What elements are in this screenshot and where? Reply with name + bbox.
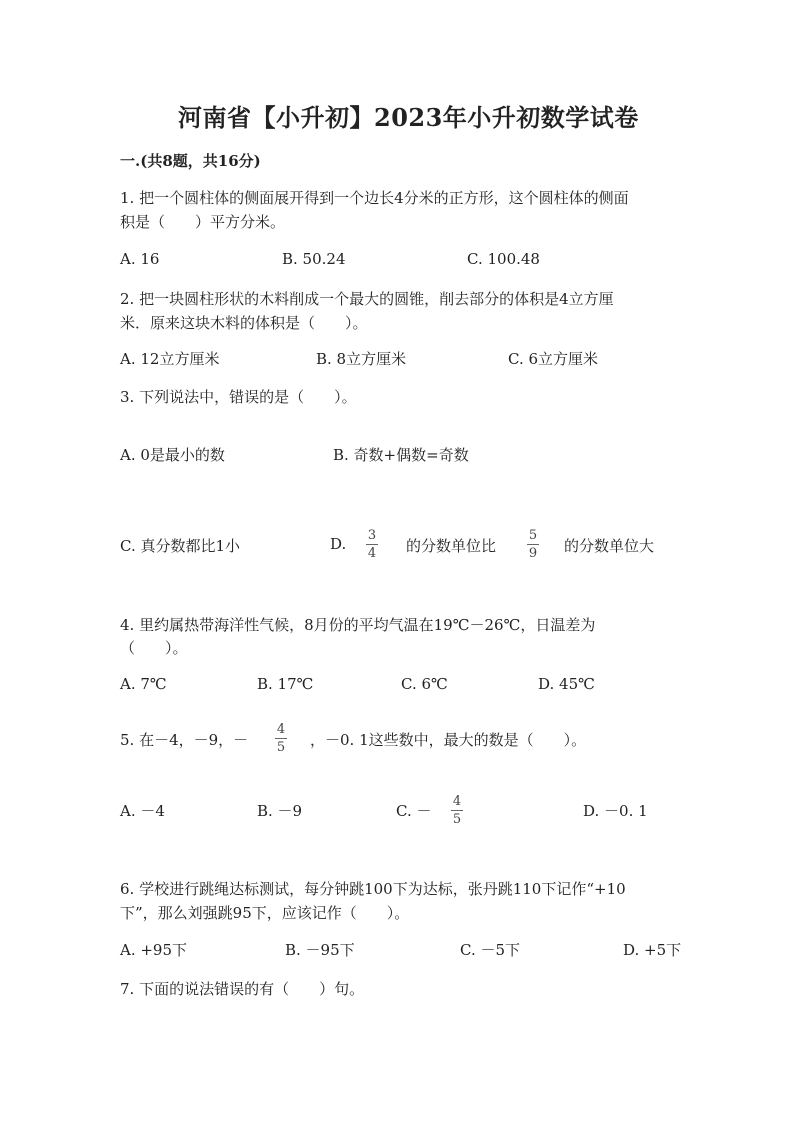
question-2-line-1: 2. 把一块圆柱形状的木料削成一个最大的圆锥，削去部分的体积是4立方厘 (120, 290, 614, 308)
fraction-denominator: 5 (276, 740, 286, 755)
question-5-line-1-start: 5. 在－4，－9，－ (120, 731, 249, 749)
question-4-line-1: 4. 里约属热带海洋性气候，8月份的平均气温在19℃－26℃，日温差为 (120, 616, 596, 634)
question-1-option-a[interactable]: A. 16 (120, 250, 160, 268)
question-6-line-2: 下”，那么刘强跳95下，应该记作（ ）。 (120, 904, 410, 922)
fraction-5-9 (527, 528, 539, 561)
question-2-option-c[interactable]: C. 6立方厘米 (508, 350, 599, 368)
question-6-option-b[interactable]: B. －95下 (285, 941, 355, 959)
question-6-option-c[interactable]: C. －5下 (460, 941, 521, 959)
question-1-option-b[interactable]: B. 50.24 (282, 250, 346, 268)
question-4-option-a[interactable]: A. 7℃ (120, 675, 167, 693)
question-4-option-b[interactable]: B. 17℃ (257, 675, 314, 693)
question-5-option-a[interactable]: A. －4 (120, 802, 165, 820)
fraction-denominator: 9 (528, 546, 538, 561)
question-3-option-d-middle: 的分数单位比 (406, 537, 497, 555)
question-2-option-a[interactable]: A. 12立方厘米 (120, 350, 220, 368)
question-3-option-d-end: 的分数单位大 (564, 537, 655, 555)
fraction-bar (527, 544, 539, 545)
question-4-line-2: （ ）。 (120, 639, 188, 657)
question-5-option-d[interactable]: D. －0. 1 (583, 802, 648, 820)
fraction-numerator: 5 (528, 528, 538, 543)
fraction-3-4 (366, 528, 378, 561)
fraction-numerator: 4 (452, 794, 462, 809)
question-1-line-2: 积是（ ）平方分米。 (120, 213, 286, 231)
question-4-option-d[interactable]: D. 45℃ (538, 675, 595, 693)
fraction-4-5 (275, 722, 287, 755)
question-5-line-1-end: ，－0. 1这些数中，最大的数是（ ）。 (310, 731, 587, 749)
question-3-line-1: 3. 下列说法中，错误的是（ ）。 (120, 388, 357, 406)
question-3-option-d[interactable]: D. (330, 535, 347, 553)
question-3-option-c[interactable]: C. 真分数都比1小 (120, 537, 241, 555)
question-5-option-b[interactable]: B. －9 (257, 802, 303, 820)
question-6-option-d[interactable]: D. +5下 (623, 941, 682, 959)
question-2-line-2: 米．原来这块木料的体积是（ ）。 (120, 314, 368, 332)
fraction-numerator: 4 (276, 722, 286, 737)
question-1-option-c[interactable]: C. 100.48 (467, 250, 540, 268)
fraction-bar (366, 544, 378, 545)
question-7-line-1: 7. 下面的说法错误的有（ ）句。 (120, 980, 365, 998)
question-4-option-c[interactable]: C. 6℃ (401, 675, 448, 693)
question-6-option-a[interactable]: A. +95下 (120, 941, 188, 959)
question-5-option-c[interactable]: C. － (396, 802, 432, 820)
question-2-option-b[interactable]: B. 8立方厘米 (316, 350, 407, 368)
question-3-option-a[interactable]: A. 0是最小的数 (120, 446, 225, 464)
fraction-bar (275, 738, 287, 739)
fraction-denominator: 4 (367, 546, 377, 561)
fraction-numerator: 3 (367, 528, 377, 543)
question-1-line-1: 1. 把一个圆柱体的侧面展开得到一个边长4分米的正方形，这个圆柱体的侧面 (120, 189, 629, 207)
page-title: 河南省【小升初】2023年小升初数学试卷 (178, 103, 639, 132)
fraction-bar (451, 810, 463, 811)
fraction-4-5-option (451, 794, 463, 827)
fraction-denominator: 5 (452, 812, 462, 827)
question-6-line-1: 6. 学校进行跳绳达标测试，每分钟跳100下为达标，张丹跳110下记作“+10 (120, 880, 626, 898)
section-heading: 一.(共8题，共16分) (120, 152, 261, 170)
question-3-option-b[interactable]: B. 奇数+偶数=奇数 (333, 446, 469, 464)
